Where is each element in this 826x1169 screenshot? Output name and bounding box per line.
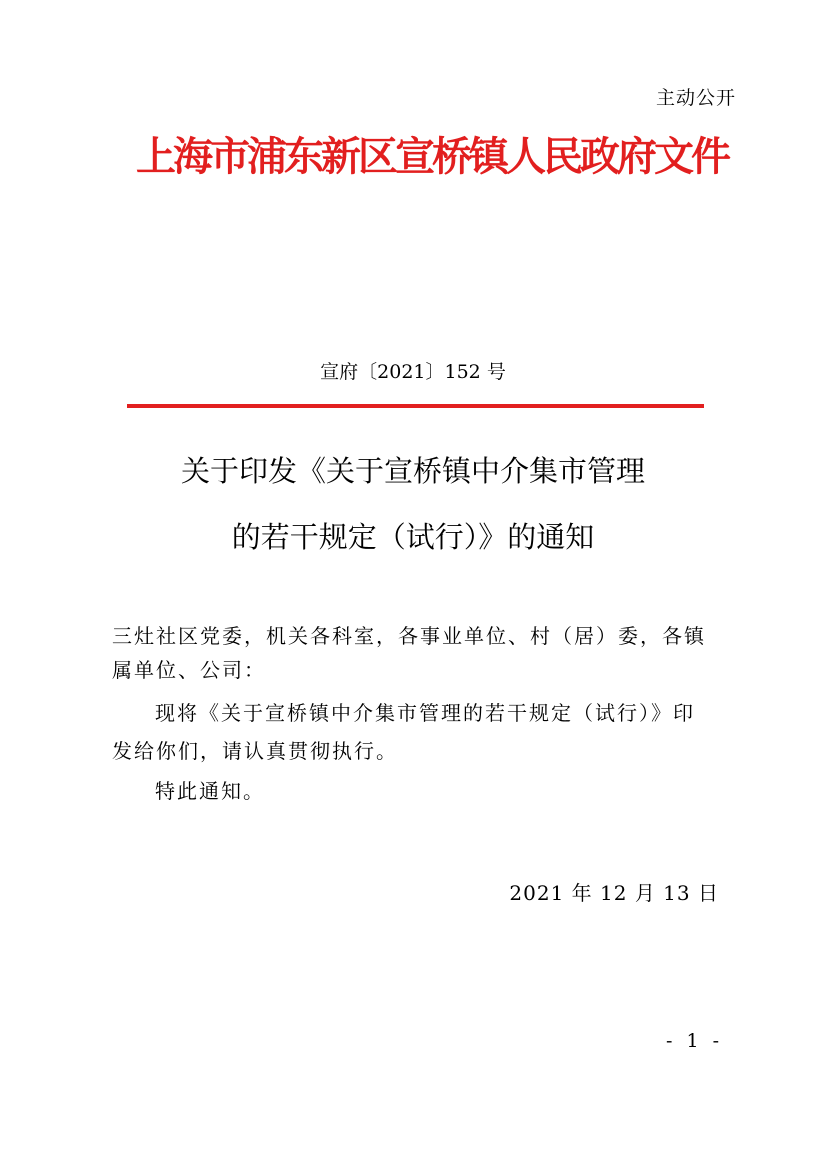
body-paragraph-line-2: 发给你们，请认真贯彻执行。 (112, 739, 398, 763)
document-number: 宣府〔2021〕152 号 (320, 361, 506, 383)
notice-title-line-2: 的若干规定（试行）》的通知 (231, 520, 595, 554)
recipients-line-1: 三灶社区党委，机关各科室，各事业单位、村（居）委，各镇 (112, 624, 706, 648)
document-header-title: 上海市浦东新区宣桥镇人民政府文件 (136, 133, 728, 180)
body-paragraph-line-1: 现将《关于宣桥镇中介集市管理的若干规定（试行）》印 (155, 701, 695, 725)
closing-text: 特此通知。 (155, 779, 265, 803)
red-separator-line (127, 404, 704, 408)
notice-title-line-1: 关于印发《关于宣桥镇中介集市管理 (180, 454, 645, 488)
issue-date: 2021 年 12 月 13 日 (509, 881, 719, 905)
disclosure-label: 主动公开 (655, 87, 736, 109)
page-number: - 1 - (665, 1030, 723, 1052)
recipients-line-2: 属单位、公司： (112, 658, 266, 682)
